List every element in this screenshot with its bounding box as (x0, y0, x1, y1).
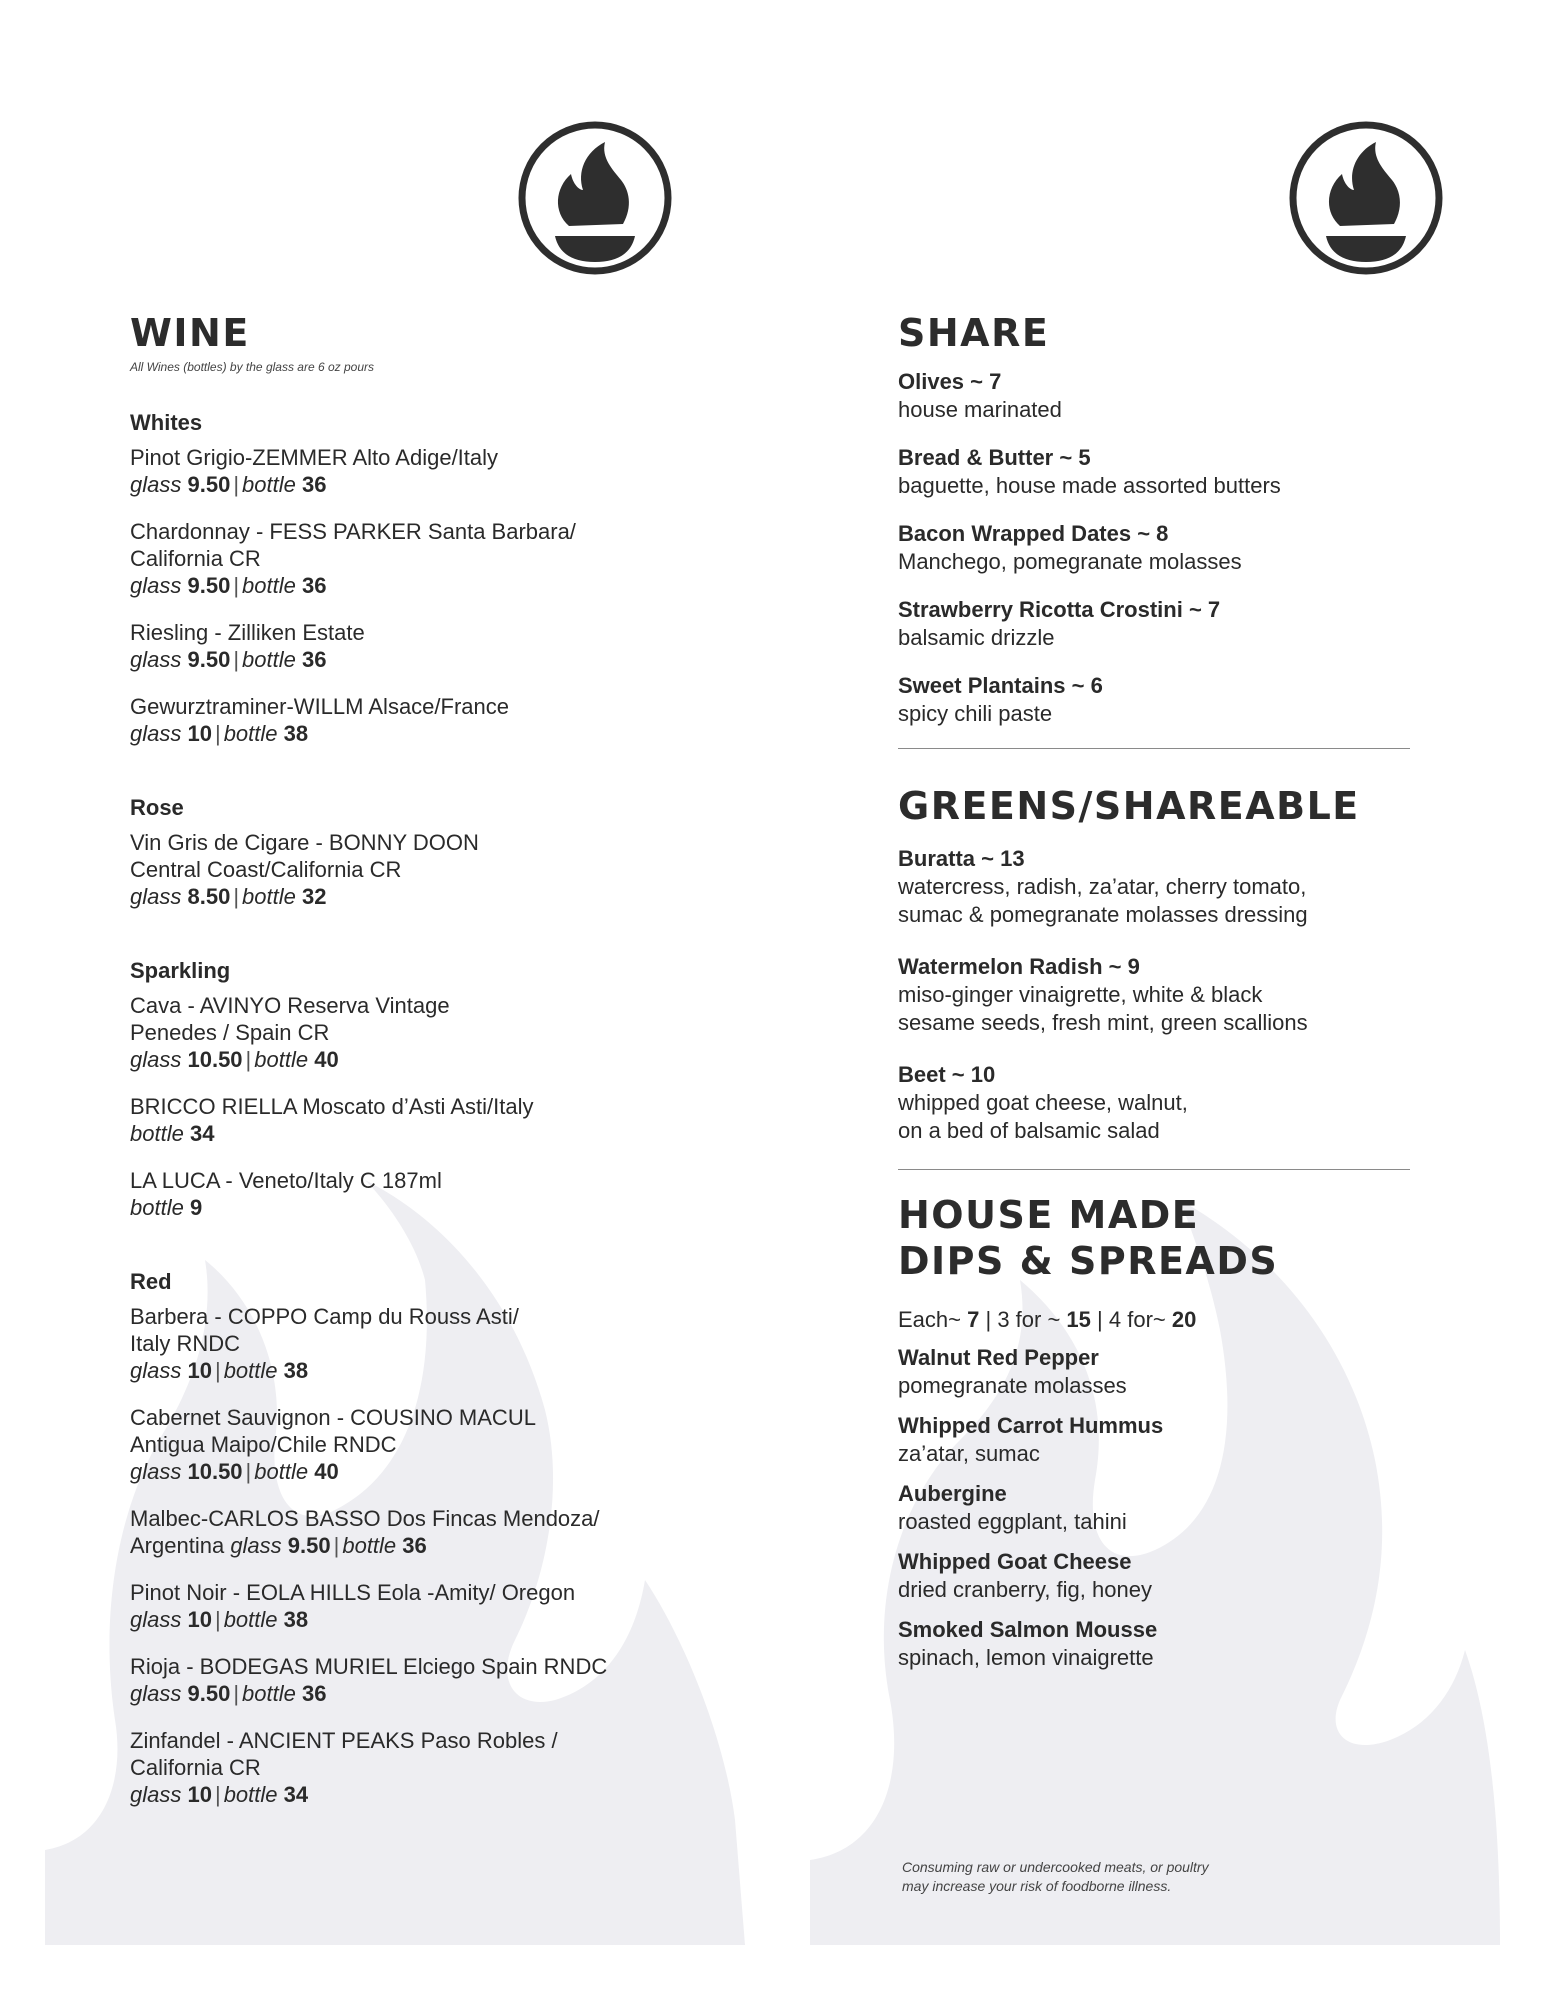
price-separator: | (1097, 1307, 1103, 1332)
wine-name-line: Central Coast/California CR (130, 857, 402, 882)
share-item-name: Sweet Plantains ~ 6 (898, 673, 1103, 698)
share-item (898, 672, 1408, 728)
dips-three-price: 15 (1066, 1307, 1091, 1332)
wine-item (130, 829, 670, 910)
dip-item (898, 1412, 1408, 1468)
dip-item-desc: roasted eggplant, tahini (898, 1509, 1127, 1534)
glass-price: 9.50 (187, 647, 231, 672)
greens-item (898, 953, 1408, 1037)
wine-item (130, 444, 670, 498)
wine-item (130, 518, 670, 599)
glass-label: glass (130, 1358, 182, 1383)
glass-label: glass (130, 1607, 182, 1632)
dip-item-desc: dried cranberry, fig, honey (898, 1577, 1152, 1602)
bottle-label: bottle (254, 1047, 309, 1072)
wine-name-line: Argentina (130, 1533, 225, 1558)
glass-price: 10 (187, 1358, 212, 1383)
price-separator: | (245, 1459, 252, 1484)
wine-name-line: BRICCO RIELLA Moscato d’Asti Asti/Italy (130, 1094, 534, 1119)
food-safety-disclaimer (902, 1858, 1322, 1896)
bottle-label: bottle (130, 1121, 184, 1146)
glass-label: glass (130, 1782, 182, 1807)
share-item-name: Strawberry Ricotta Crostini ~ 7 (898, 597, 1221, 622)
wine-item (130, 1404, 670, 1485)
wine-name-line: California CR (130, 1755, 261, 1780)
bottle-price: 34 (189, 1121, 215, 1146)
bottle-label: bottle (242, 647, 296, 672)
bottle-label: bottle (242, 472, 296, 497)
glass-price: 10.50 (187, 1459, 243, 1484)
greens-item-name: Buratta ~ 13 (898, 846, 1025, 871)
disclaimer-line: Consuming raw or undercooked meats, or poultry (902, 1859, 1209, 1875)
dips-three-label: 3 for ~ (997, 1307, 1067, 1332)
wine-name-line: Penedes / Spain CR (130, 1020, 330, 1045)
wine-price-line (130, 1532, 670, 1559)
dip-item-desc: pomegranate molasses (898, 1373, 1127, 1398)
wine-group (130, 795, 670, 910)
wine-name-line: Zinfandel - ANCIENT PEAKS Paso Robles / (130, 1728, 558, 1753)
wine-group (130, 1269, 670, 1808)
glass-label: glass (130, 472, 182, 497)
bottle-label: bottle (242, 1681, 296, 1706)
bottle-label: bottle (130, 1195, 184, 1220)
price-separator: | (245, 1047, 252, 1072)
wine-price-line (130, 1781, 670, 1808)
wine-name-line: Pinot Noir - EOLA HILLS Eola -Amity/ Oregon (130, 1580, 576, 1605)
share-item-name: Bread & Butter ~ 5 (898, 445, 1091, 470)
food-column (898, 310, 1408, 1894)
bottle-price: 36 (301, 472, 327, 497)
dips-each-price: 7 (967, 1307, 980, 1332)
bottle-price: 32 (301, 884, 327, 909)
wine-name-line: Antigua Maipo/Chile RNDC (130, 1432, 397, 1457)
greens-item (898, 845, 1408, 929)
price-separator: | (233, 472, 240, 497)
flame-bowl-icon (517, 120, 673, 276)
dip-item-desc: za’atar, sumac (898, 1441, 1040, 1466)
bottle-price: 38 (283, 1358, 309, 1383)
glass-price: 10.50 (187, 1047, 243, 1072)
glass-label: glass (130, 1459, 182, 1484)
greens-list (898, 845, 1408, 1145)
wine-name-line: California CR (130, 546, 261, 571)
price-separator: | (214, 1782, 221, 1807)
greens-item-name: Beet ~ 10 (898, 1062, 996, 1087)
price-separator: | (214, 1358, 221, 1383)
greens-item-desc: whipped goat cheese, walnut, (898, 1090, 1188, 1115)
greens-item-desc: sumac & pomegranate molasses dressing (898, 902, 1308, 927)
glass-price: 10 (187, 1607, 212, 1632)
price-separator: | (233, 573, 240, 598)
wine-item (130, 1303, 670, 1384)
share-title: SHARE (898, 311, 1050, 355)
bottle-price: 40 (314, 1047, 339, 1072)
wine-price-line (130, 1357, 670, 1384)
wine-price-line (130, 720, 670, 747)
dips-list (898, 1344, 1408, 1672)
share-list (898, 368, 1408, 728)
dips-each-label: Each~ (898, 1307, 968, 1332)
glass-price: 10 (187, 1782, 212, 1807)
wine-price-line (130, 1046, 670, 1073)
wine-group-heading: Rose (130, 795, 184, 820)
wine-price-line (130, 1680, 670, 1707)
dip-item (898, 1480, 1408, 1536)
glass-label: glass (130, 1681, 182, 1706)
wine-item (130, 1505, 670, 1559)
glass-price: 8.50 (187, 884, 231, 909)
dip-item (898, 1548, 1408, 1604)
greens-item-desc: miso-ginger vinaigrette, white & black (898, 982, 1263, 1007)
bottle-label: bottle (342, 1533, 397, 1558)
greens-item (898, 1061, 1408, 1145)
greens-item-name: Watermelon Radish ~ 9 (898, 954, 1140, 979)
dip-item-desc: spinach, lemon vinaigrette (898, 1645, 1154, 1670)
disclaimer-line: may increase your risk of foodborne illness. (902, 1878, 1172, 1894)
wine-price-line (130, 572, 670, 599)
bottle-price: 36 (301, 647, 327, 672)
glass-label: glass (130, 884, 182, 909)
greens-item-desc: sesame seeds, fresh mint, green scallions (898, 1010, 1308, 1035)
share-item-name: Olives ~ 7 (898, 369, 1002, 394)
price-separator: | (214, 1607, 221, 1632)
wine-item (130, 693, 670, 747)
dips-four-label: 4 for~ (1108, 1307, 1172, 1332)
glass-price: 9.50 (187, 1681, 231, 1706)
bottle-price: 36 (301, 1681, 327, 1706)
dip-item-name: Smoked Salmon Mousse (898, 1617, 1158, 1642)
wine-group-heading: Red (130, 1269, 172, 1294)
dips-title (898, 1192, 1408, 1284)
wine-price-line (130, 883, 670, 910)
share-item (898, 596, 1408, 652)
dip-item-name: Whipped Goat Cheese (898, 1549, 1132, 1574)
bottle-price: 38 (283, 721, 309, 746)
wine-name-line: Chardonnay - FESS PARKER Santa Barbara/ (130, 519, 576, 544)
dip-item-name: Whipped Carrot Hummus (898, 1413, 1164, 1438)
share-item-name: Bacon Wrapped Dates ~ 8 (898, 521, 1169, 546)
share-item-desc: Manchego, pomegranate molasses (898, 549, 1242, 574)
price-separator: | (985, 1307, 992, 1332)
wine-name-line: Malbec-CARLOS BASSO Dos Fincas Mendoza/ (130, 1506, 600, 1531)
bottle-label: bottle (254, 1459, 309, 1484)
price-separator: | (233, 1681, 240, 1706)
greens-title: GREENS/SHAREABLE (898, 784, 1360, 828)
glass-label: glass (130, 1047, 182, 1072)
dip-item-name: Walnut Red Pepper (898, 1345, 1099, 1370)
wine-name-line: Gewurztraminer-WILLM Alsace/France (130, 694, 509, 719)
bottle-price: 38 (283, 1607, 309, 1632)
wine-name-line: LA LUCA - Veneto/Italy C 187ml (130, 1168, 442, 1193)
wine-item (130, 992, 670, 1073)
dips-title-line1: HOUSE MADE (898, 1193, 1200, 1237)
share-item-desc: baguette, house made assorted butters (898, 473, 1281, 498)
wine-item (130, 1727, 670, 1808)
wine-price-line (130, 646, 670, 673)
wine-name-line: Vin Gris de Cigare - BONNY DOON (130, 830, 479, 855)
price-separator: | (233, 647, 240, 672)
wine-item (130, 1653, 670, 1707)
dips-price-line (898, 1306, 1408, 1334)
greens-item-desc: watercress, radish, za’atar, cherry tomato, (898, 874, 1307, 899)
glass-price: 9.50 (287, 1533, 331, 1558)
wine-price-line (130, 1120, 670, 1147)
wine-group (130, 958, 670, 1221)
wine-item (130, 1093, 670, 1147)
price-separator: | (214, 721, 221, 746)
flame-bowl-icon (1288, 120, 1444, 276)
glass-price: 10 (187, 721, 212, 746)
section-divider (898, 748, 1410, 749)
wine-name-line: Cabernet Sauvignon - COUSINO MACUL (130, 1405, 536, 1430)
wine-group (130, 410, 670, 747)
dips-title-line2: DIPS & SPREADS (898, 1239, 1279, 1283)
share-item-desc: balsamic drizzle (898, 625, 1055, 650)
glass-label: glass (130, 573, 182, 598)
bottle-price: 40 (314, 1459, 339, 1484)
wine-name-line: Pinot Grigio-ZEMMER Alto Adige/Italy (130, 445, 499, 470)
bottle-price: 34 (283, 1782, 309, 1807)
wine-item (130, 1167, 670, 1221)
wine-item (130, 619, 670, 673)
bottle-price: 9 (189, 1195, 203, 1220)
wine-price-line (130, 1458, 670, 1485)
wine-group-heading: Whites (130, 410, 203, 435)
wine-price-line (130, 1194, 670, 1221)
bottle-label: bottle (242, 573, 296, 598)
dip-item (898, 1616, 1408, 1672)
wine-item (130, 1579, 670, 1633)
glass-price: 9.50 (187, 472, 231, 497)
wine-name-line: Italy RNDC (130, 1331, 241, 1356)
wine-price-line (130, 471, 670, 498)
bottle-price: 36 (402, 1533, 427, 1558)
wine-name-line: Barbera - COPPO Camp du Rouss Asti/ (130, 1304, 519, 1329)
glass-label: glass (130, 647, 182, 672)
bottle-label: bottle (223, 1607, 278, 1632)
wine-name-line: Cava - AVINYO Reserva Vintage (130, 993, 450, 1018)
glass-label: glass (230, 1533, 282, 1558)
price-separator: | (233, 884, 240, 909)
bottle-label: bottle (242, 884, 296, 909)
share-item-desc: spicy chili paste (898, 701, 1053, 726)
share-item-desc: house marinated (898, 397, 1062, 422)
wine-title: WINE (130, 311, 250, 355)
dip-item-name: Aubergine (898, 1481, 1007, 1506)
bottle-label: bottle (223, 1782, 278, 1807)
share-item (898, 368, 1408, 424)
greens-item-desc: on a bed of balsamic salad (898, 1118, 1160, 1143)
dip-item (898, 1344, 1408, 1400)
wine-name-line: Rioja - BODEGAS MURIEL Elciego Spain RNDC (130, 1654, 608, 1679)
glass-price: 9.50 (187, 573, 231, 598)
share-item (898, 444, 1408, 500)
bottle-label: bottle (223, 721, 278, 746)
bottle-label: bottle (223, 1358, 278, 1383)
wine-pour-note: All Wines (bottles) by the glass are 6 oz pours (130, 360, 375, 374)
glass-label: glass (130, 721, 182, 746)
section-divider (898, 1169, 1410, 1170)
dips-four-price: 20 (1171, 1307, 1197, 1332)
wine-name-line: Riesling - Zilliken Estate (130, 620, 365, 645)
wine-group-heading: Sparkling (130, 958, 231, 983)
wine-column (130, 310, 670, 1808)
wine-groups (130, 410, 670, 1808)
share-item (898, 520, 1408, 576)
price-separator: | (333, 1533, 340, 1558)
wine-price-line (130, 1606, 670, 1633)
bottle-price: 36 (301, 573, 327, 598)
